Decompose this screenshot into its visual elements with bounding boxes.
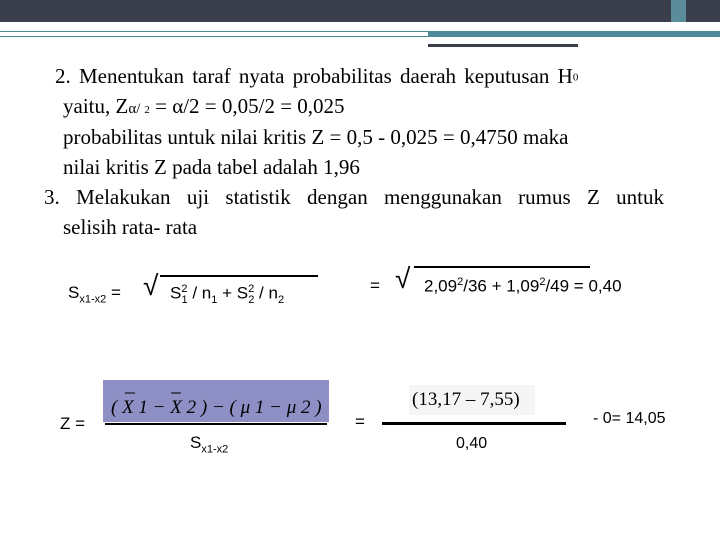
step2-title [55,66,655,87]
step2-title-sub: 0 [572,71,579,84]
z-value-fraction-bar [382,422,566,425]
sqrt-sign-2: √ [395,263,411,294]
s-term2-sup: 2 [248,283,255,295]
step2-line2-slash: / [136,101,141,117]
sqrt-sign-1: √ [143,270,159,301]
z-denominator-text: S [190,433,202,452]
s-value-a: 2,09 [424,276,458,296]
header-bar-accent [671,0,686,22]
step2-line2-a: yaitu, Z [63,94,129,118]
s-term2-sub: 2 [248,294,255,307]
step3-line1: 3. Melakukan uji statistik dengan menggunakan rumus Z untuk [44,185,664,209]
z-denominator-sub: x1-x2 [201,443,229,456]
s-div2: / n [254,283,278,303]
header-rule-gap [0,32,428,36]
s-expression [170,283,284,306]
s-term1-sub: 1 [181,294,188,307]
z-numerator-formula-image [103,380,329,422]
z-denominator-value: 0,40 [456,435,488,452]
s-label-sub: x1-x2 [79,293,107,306]
step2-line3: probabilitas untuk nilai kritis Z = 0,5 - 0,025 = 0,4750 maka [63,125,569,149]
header-bar-dark-right [686,0,720,22]
s-label [68,283,121,305]
z-numerator-value: (13,17 – 7,55) [412,389,520,410]
z-label [60,414,85,434]
s-div1-sub: 1 [211,294,218,307]
s-value-expression [424,276,622,297]
s-value-sup1: 2 [457,276,464,288]
step2-line2-b: = α/2 = 0,05/2 = 0,025 [149,94,345,118]
sqrt-bar-2 [414,266,590,268]
s-div1: / n [187,283,212,303]
s-value-c: /49 = 0,40 [545,276,622,296]
step2-line2 [63,96,345,117]
header-bar [0,0,720,22]
step2-title-text: 2. Menentukan taraf nyata probabilitas daerah keputusan H [55,64,573,88]
step3-line2: selisih rata- rata [63,215,198,239]
z-equals: = [75,414,86,433]
z-denominator [190,433,228,455]
step2-line2-two: 2 [144,104,150,116]
s-term1-sup: 2 [181,283,188,295]
sqrt-bar-1 [160,275,318,277]
s-div2-sub: 2 [277,294,285,307]
s-plus: + S [217,283,249,303]
step2-line4: nilai kritis Z pada tabel adalah 1,96 [63,155,360,179]
z-fraction-bar [105,423,327,425]
s-term1: S [170,283,182,303]
z-label-text: Z [60,414,71,433]
s-equals: = [110,283,121,302]
s-equals-2: = [370,276,380,295]
s-value-b: /36 + 1,09 [463,276,540,296]
z-equals-2: = [355,412,365,431]
header-underline [428,44,578,47]
step2-line2-alpha: α [128,101,137,117]
z-result: - 0= 14,05 [593,410,666,427]
s-label-text: S [68,283,80,302]
z-numerator-text: ( X 1 − X 2 ) − ( μ 1 − μ 2 ) [111,397,322,418]
header-bar-dark [0,0,671,22]
s-value-sup2: 2 [539,276,546,288]
